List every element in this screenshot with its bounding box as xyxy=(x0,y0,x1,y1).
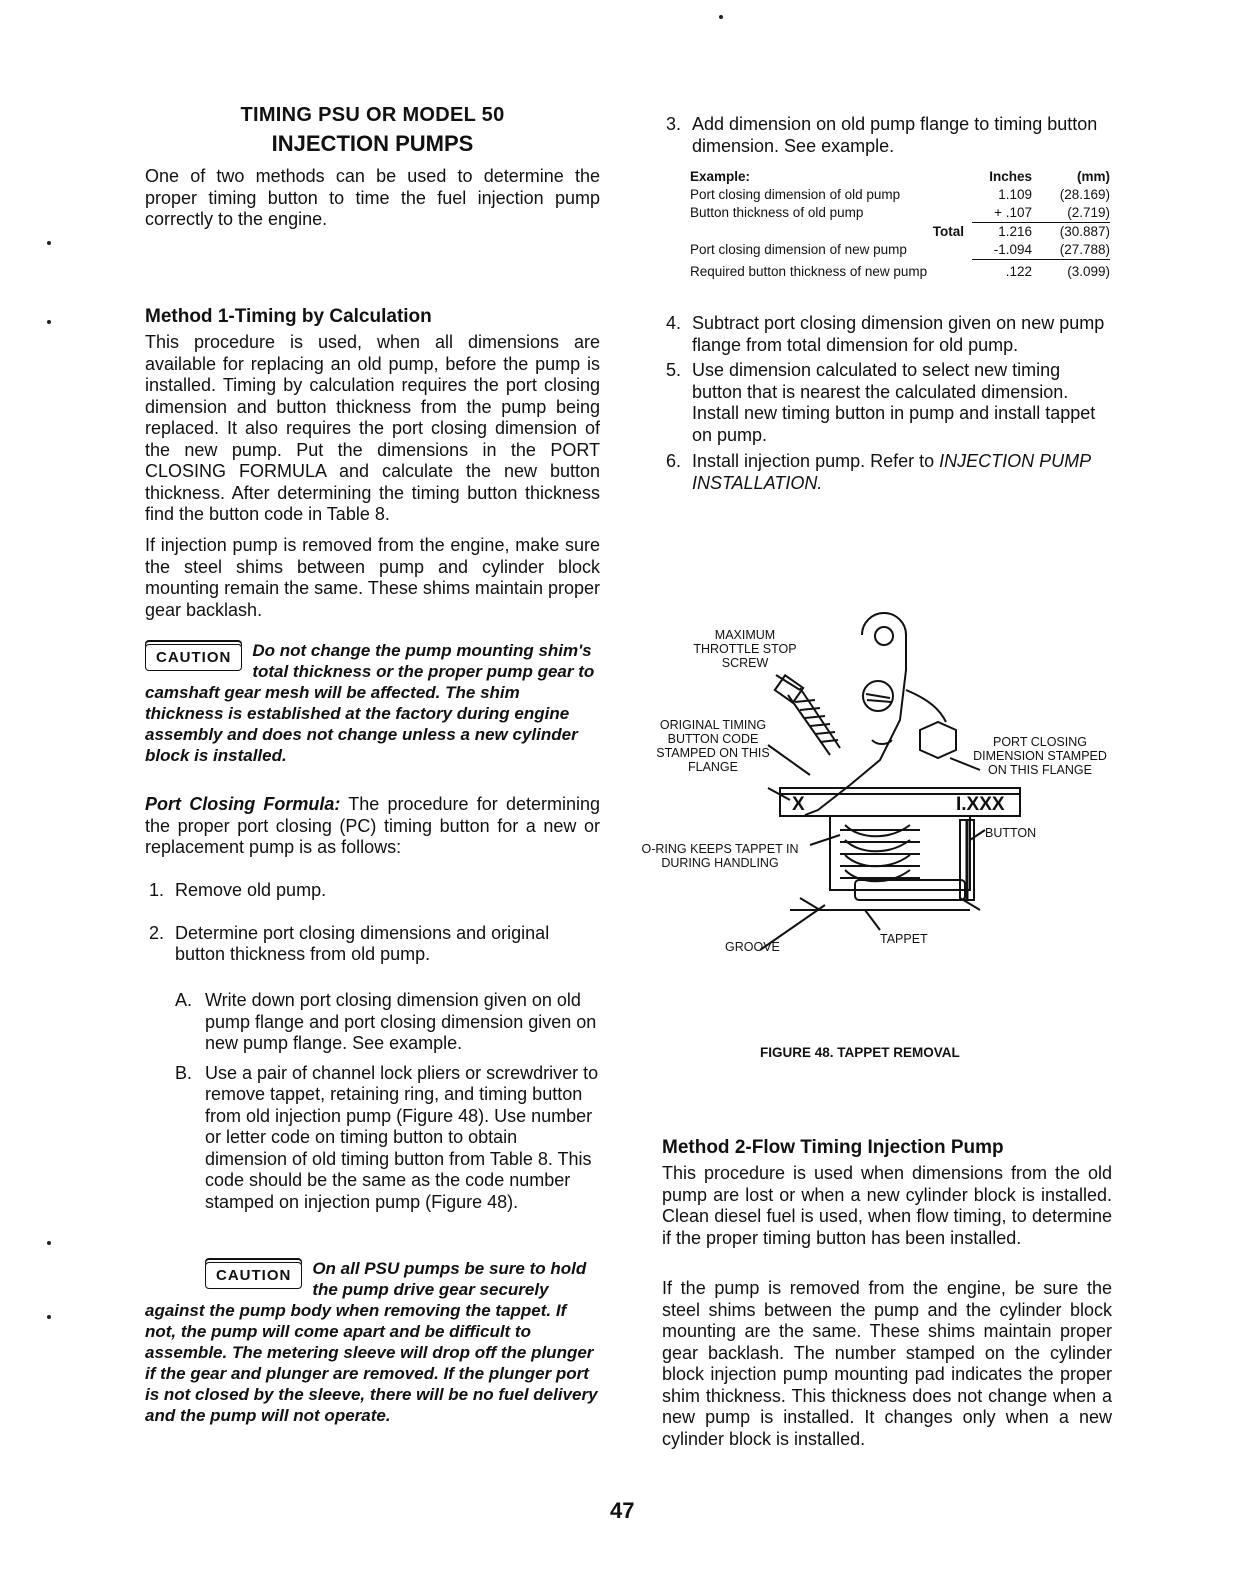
formula-text: The procedure for determining the proper port closing (PC) timing button for a new or replacement pump is as follows: xyxy=(145,794,601,857)
caution-label: CAUTION xyxy=(205,1262,302,1289)
list-item xyxy=(662,114,1112,157)
label-original-timing: ORIGINAL TIMING BUTTON CODE STAMPED ON THIS FLANGE xyxy=(656,718,770,774)
page-number: 47 xyxy=(610,1498,635,1523)
example-table xyxy=(690,168,1110,281)
table-cell: (27.788) xyxy=(1032,241,1110,260)
step-text: Use dimension calculated to select new timing button that is nearest the calculated dimension. Install new timing button in pump and install tappet on pump. xyxy=(692,360,1096,445)
scan-mark xyxy=(47,241,51,245)
step-text: Use a pair of channel lock pliers or screwdriver to remove tappet, retaining ring, and timing button from old injection pump (Figure 48). Use number or letter code on timing button to obtain dimension of old timing button from Table 8. This code should be the same as the code number stamped on injection pump (Figure 48). xyxy=(205,1062,599,1212)
table-row xyxy=(690,241,1110,260)
table-header-cell: (mm) xyxy=(1077,169,1110,184)
label-button: BUTTON xyxy=(985,826,1037,840)
table-cell: 1.109 xyxy=(998,187,1032,202)
table-row xyxy=(690,260,1110,282)
figure-caption: FIGURE 48. TAPPET REMOVAL xyxy=(760,1045,960,1060)
step-text: Install injection pump. Refer to xyxy=(692,451,940,471)
table-row xyxy=(690,204,1110,223)
scan-mark xyxy=(47,1241,51,1245)
step-number: 6. xyxy=(666,451,682,471)
label-tappet: TAPPET xyxy=(880,932,928,946)
table-cell: (2.719) xyxy=(1067,205,1110,220)
table-header-cell: Inches xyxy=(989,169,1032,184)
list-item xyxy=(662,313,1112,356)
step-text: Determine port closing dimensions and original button thickness from old pump. xyxy=(175,922,550,964)
step3-list xyxy=(662,114,1112,157)
label-port-closing: PORT CLOSING DIMENSION STAMPED ON THIS FLANGE xyxy=(973,735,1107,777)
steps-list-left xyxy=(145,880,600,966)
step-reference: INJECTION PUMP INSTALLATION. xyxy=(692,451,1091,493)
figure-48 xyxy=(640,610,1120,970)
table-cell: 1.216 xyxy=(998,224,1032,239)
label-groove: GROOVE xyxy=(725,940,780,954)
list-item xyxy=(145,1063,600,1214)
caution-text: Do not change the pump mounting shim's total thickness or the proper pump gear to camshaft gear mesh will be affected. The shim thickness is established at the factory during engine assembly and does not change unless a new cylinder block is installed. xyxy=(145,641,595,765)
caution-text: On all PSU pumps be sure to hold the pump drive gear securely against the pump body when removing the tappet. If not, the pump will come apart and be difficult to assemble. The metering sleeve will drop off the plunger if the gear and plunger are removed. If the plunger port is not closed by the sleeve, there will be no fuel delivery and the pump will not operate. xyxy=(145,1259,598,1425)
scan-mark xyxy=(47,320,51,324)
table-cell: (28.169) xyxy=(1059,187,1110,202)
list-item xyxy=(662,360,1112,446)
method2-paragraph: This procedure is used when dimensions from the old pump are lost or when a new cylinder block is installed. Clean diesel fuel is used, when flow timing, to determine if the proper timing button has been installed. xyxy=(662,1163,1112,1248)
method1-shims-paragraph: If injection pump is removed from the engine, make sure the steel shims between pump and cylinder block mounting remain the same. These shims maintain proper gear backlash. xyxy=(145,535,600,620)
step-text: Write down port closing dimension given on old pump flange and port closing dimension given on new pump flange. See example. xyxy=(205,990,597,1053)
table-cell: (3.099) xyxy=(1067,264,1110,279)
table-header-cell: Example: xyxy=(690,169,751,184)
page-title: TIMING PSU OR MODEL 50 xyxy=(240,104,505,126)
table-cell: + .107 xyxy=(972,204,1032,223)
list-item xyxy=(662,451,1112,494)
table-row xyxy=(690,223,1110,242)
step-text: Add dimension on old pump flange to timing button dimension. See example. xyxy=(692,114,1098,156)
list-item xyxy=(145,880,600,902)
intro-paragraph: One of two methods can be used to determine the proper timing button to time the fuel injection pump correctly to the engine. xyxy=(145,166,600,229)
table-cell: Port closing dimension of new pump xyxy=(690,242,907,258)
step-number: B. xyxy=(175,1062,193,1083)
step-number: 3. xyxy=(666,114,682,134)
table-cell: Port closing dimension of old pump xyxy=(690,187,901,202)
formula-paragraph xyxy=(145,794,600,859)
page-subtitle: INJECTION PUMPS xyxy=(271,131,474,156)
caution-block-2 xyxy=(145,1258,600,1426)
table-cell: Button thickness of old pump xyxy=(690,205,864,221)
table-cell: (30.887) xyxy=(1032,223,1110,242)
code-dim-stamp: I.XXX xyxy=(956,794,1005,815)
table-cell: -1.094 xyxy=(972,241,1032,260)
method2-shims-paragraph: If the pump is removed from the engine, be sure the steel shims between the pump and the cylinder block mounting are the same. These shims maintain proper gear backlash. The number stamped on the cylinder block injection pump mounting pad indicates the proper shim thickness. This thickness does not change when a new pump is installed. It changes only when a new cylinder block is installed. xyxy=(662,1278,1112,1449)
list-item xyxy=(145,990,600,1055)
list-item xyxy=(145,923,600,966)
label-max-throttle: MAXIMUM THROTTLE STOP SCREW xyxy=(693,628,797,670)
caution-block-1 xyxy=(145,640,600,766)
step-text: Subtract port closing dimension given on new pump flange from total dimension for old pump. xyxy=(692,313,1105,355)
step-number: 2. xyxy=(149,922,165,943)
table-cell: Required button thickness of new pump xyxy=(690,263,928,279)
step-number: 4. xyxy=(666,313,682,333)
substeps-list xyxy=(145,990,600,1213)
method1-paragraph: This procedure is used, when all dimensions are available for replacing an old pump, before the pump is installed. Timing by calculation requires the port closing dimension and button thickness from the pump being replaced. It also requires the port closing dimension of the new pump. Put the dimensions in the PORT CLOSING FORMULA and calculate the new button thickness. After determining the timing button thickness find the button code in Table 8. xyxy=(145,332,600,524)
label-oring: O-RING KEEPS TAPPET IN DURING HANDLING xyxy=(641,842,799,870)
step-number: 1. xyxy=(149,880,165,900)
table-row xyxy=(690,186,1110,204)
formula-label: Port Closing Formula: xyxy=(145,794,341,814)
caution-label: CAUTION xyxy=(145,644,242,671)
step-text: Remove old pump. xyxy=(175,880,327,900)
step-number: A. xyxy=(175,990,193,1010)
table-header xyxy=(690,168,1110,186)
code-x-stamp: X xyxy=(792,794,805,815)
method2-heading: Method 2-Flow Timing Injection Pump xyxy=(662,1137,1004,1158)
scan-mark xyxy=(47,1315,51,1319)
scan-mark xyxy=(719,15,723,19)
table-cell: .122 xyxy=(1005,264,1032,279)
step-number: 5. xyxy=(666,360,682,380)
steps-list-right xyxy=(662,313,1112,494)
method1-heading: Method 1-Timing by Calculation xyxy=(145,306,432,327)
table-cell: Total xyxy=(932,223,964,239)
